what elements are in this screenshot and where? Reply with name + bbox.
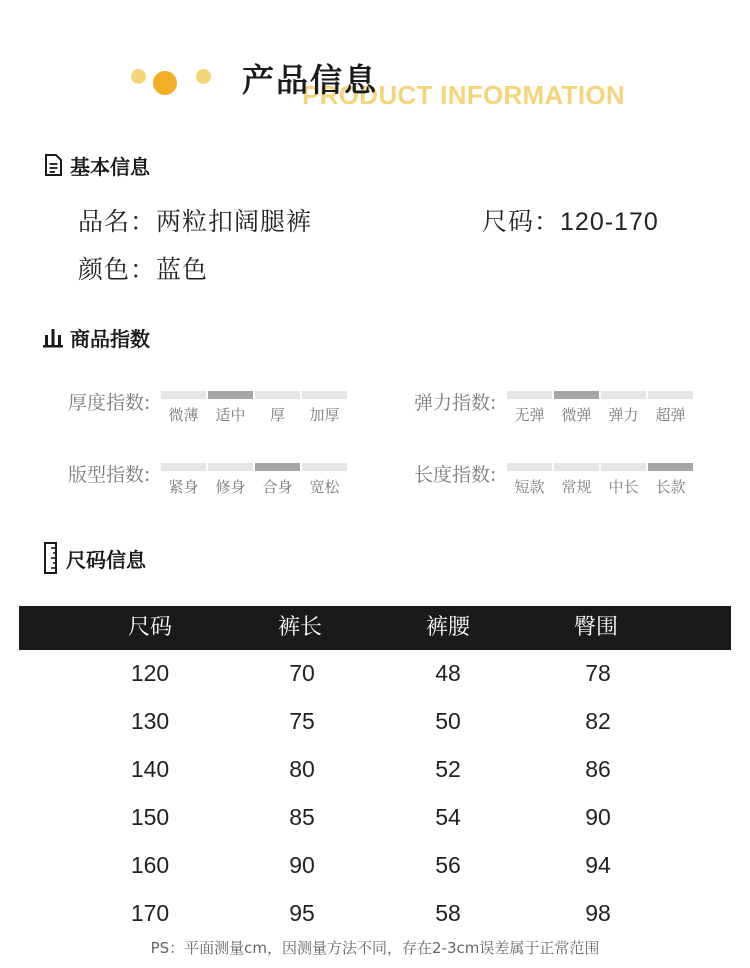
product-size-range [482,202,659,238]
size-value: 120-170 [560,208,659,236]
index-bar [302,463,347,471]
ruler-icon [42,542,60,574]
table-row [0,889,750,937]
index-bar [601,391,646,399]
index-option-label: 短款 [514,478,545,496]
index-option-label: 适中 [215,406,246,424]
product-name [78,202,312,238]
document-icon [42,153,64,177]
table-cell: 75 [289,708,315,734]
index-option-label: 超弹 [655,406,686,424]
decorative-dot-icon [153,71,177,95]
index-option-label: 无弹 [514,406,545,424]
index-option-label: 修身 [215,478,246,496]
table-row [0,841,750,889]
table-cell: 94 [585,852,611,878]
index-label-length: 长度指数: [414,464,497,486]
column-header: 臀围 [573,615,618,640]
index-scale-fit [161,463,347,497]
index-bar [302,391,347,399]
table-cell: 160 [130,852,170,878]
section-header-indices [42,323,150,351]
section-header-basic [42,151,150,179]
index-bar [255,463,300,471]
index-bar [507,391,552,399]
column-header: 尺码 [127,615,172,640]
section-title: 基本信息 [70,154,150,179]
index-bar [554,463,599,471]
index-bar [648,463,693,471]
table-row [0,745,750,793]
index-scale-thickness [161,391,347,425]
index-option [302,391,347,425]
index-option-label: 合身 [262,478,293,496]
column-header: 裤腰 [425,615,470,640]
index-option-label: 长款 [655,478,686,496]
color-value: 蓝色 [156,255,209,284]
index-option [161,391,206,425]
index-option [554,463,599,497]
table-cell: 54 [435,804,461,830]
index-bar [208,391,253,399]
table-cell: 85 [289,804,315,830]
index-option-label: 紧身 [168,478,199,496]
table-cell: 48 [435,660,461,686]
table-cell: 90 [585,804,611,830]
table-cell: 50 [435,708,461,734]
index-option [554,391,599,425]
index-option [161,463,206,497]
index-option [648,463,693,497]
index-option-label: 宽松 [309,478,340,496]
decorative-dot-icon [196,69,211,84]
product-color [78,250,208,286]
index-option [208,463,253,497]
table-cell: 58 [435,900,461,926]
page-title: 产品信息 [242,61,379,99]
index-option-label: 微薄 [168,406,199,424]
index-option [302,463,347,497]
index-bar [208,463,253,471]
table-cell: 170 [130,900,170,926]
measurement-note: PS：平面测量cm，因测量方法不同，存在2-3cm误差属于正常范围 [150,939,600,957]
index-option [507,391,552,425]
index-option [648,391,693,425]
index-option-label: 中长 [608,478,639,496]
index-scale-elasticity [507,391,693,425]
section-title: 尺码信息 [66,547,146,572]
index-scale-length [507,463,693,497]
index-option [255,391,300,425]
index-bar [161,463,206,471]
index-label-elasticity: 弹力指数: [414,392,497,414]
index-option [208,391,253,425]
index-label-thickness: 厚度指数: [68,392,151,414]
table-cell: 120 [130,660,170,686]
name-label: 品名： [78,207,157,236]
table-cell: 56 [435,852,461,878]
index-option [601,463,646,497]
table-cell: 140 [130,756,170,782]
index-option-label: 常规 [561,478,592,496]
table-cell: 80 [289,756,315,782]
index-option [255,463,300,497]
index-option-label: 加厚 [309,406,340,424]
index-bar [255,391,300,399]
decorative-dot-icon [131,69,146,84]
name-value: 两粒扣阔腿裤 [156,207,313,236]
index-bar [161,391,206,399]
table-cell: 82 [585,708,611,734]
table-cell: 150 [130,804,170,830]
index-bar [507,463,552,471]
bar-chart-icon [42,325,64,349]
index-bar [648,391,693,399]
index-option [507,463,552,497]
table-cell: 90 [289,852,315,878]
index-option-label: 厚 [269,406,285,424]
page-subtitle-en: PRODUCT INFORMATION [302,80,625,110]
index-option-label: 弹力 [608,406,639,424]
size-table-header [19,606,731,650]
section-title: 商品指数 [70,326,150,351]
table-cell: 86 [585,756,611,782]
table-cell: 52 [435,756,461,782]
table-cell: 70 [289,660,315,686]
index-bar [554,391,599,399]
index-option-label: 微弹 [561,406,592,424]
table-row [0,649,750,697]
section-header-sizes [42,544,146,572]
column-header: 裤长 [277,615,322,640]
table-cell: 78 [585,660,611,686]
table-cell: 98 [585,900,611,926]
color-label: 颜色： [78,255,157,284]
index-option [601,391,646,425]
table-row [0,793,750,841]
index-bar [601,463,646,471]
size-label: 尺码： [482,207,561,236]
table-row [0,697,750,745]
table-cell: 130 [130,708,170,734]
table-cell: 95 [289,900,315,926]
index-label-fit: 版型指数: [68,464,151,486]
